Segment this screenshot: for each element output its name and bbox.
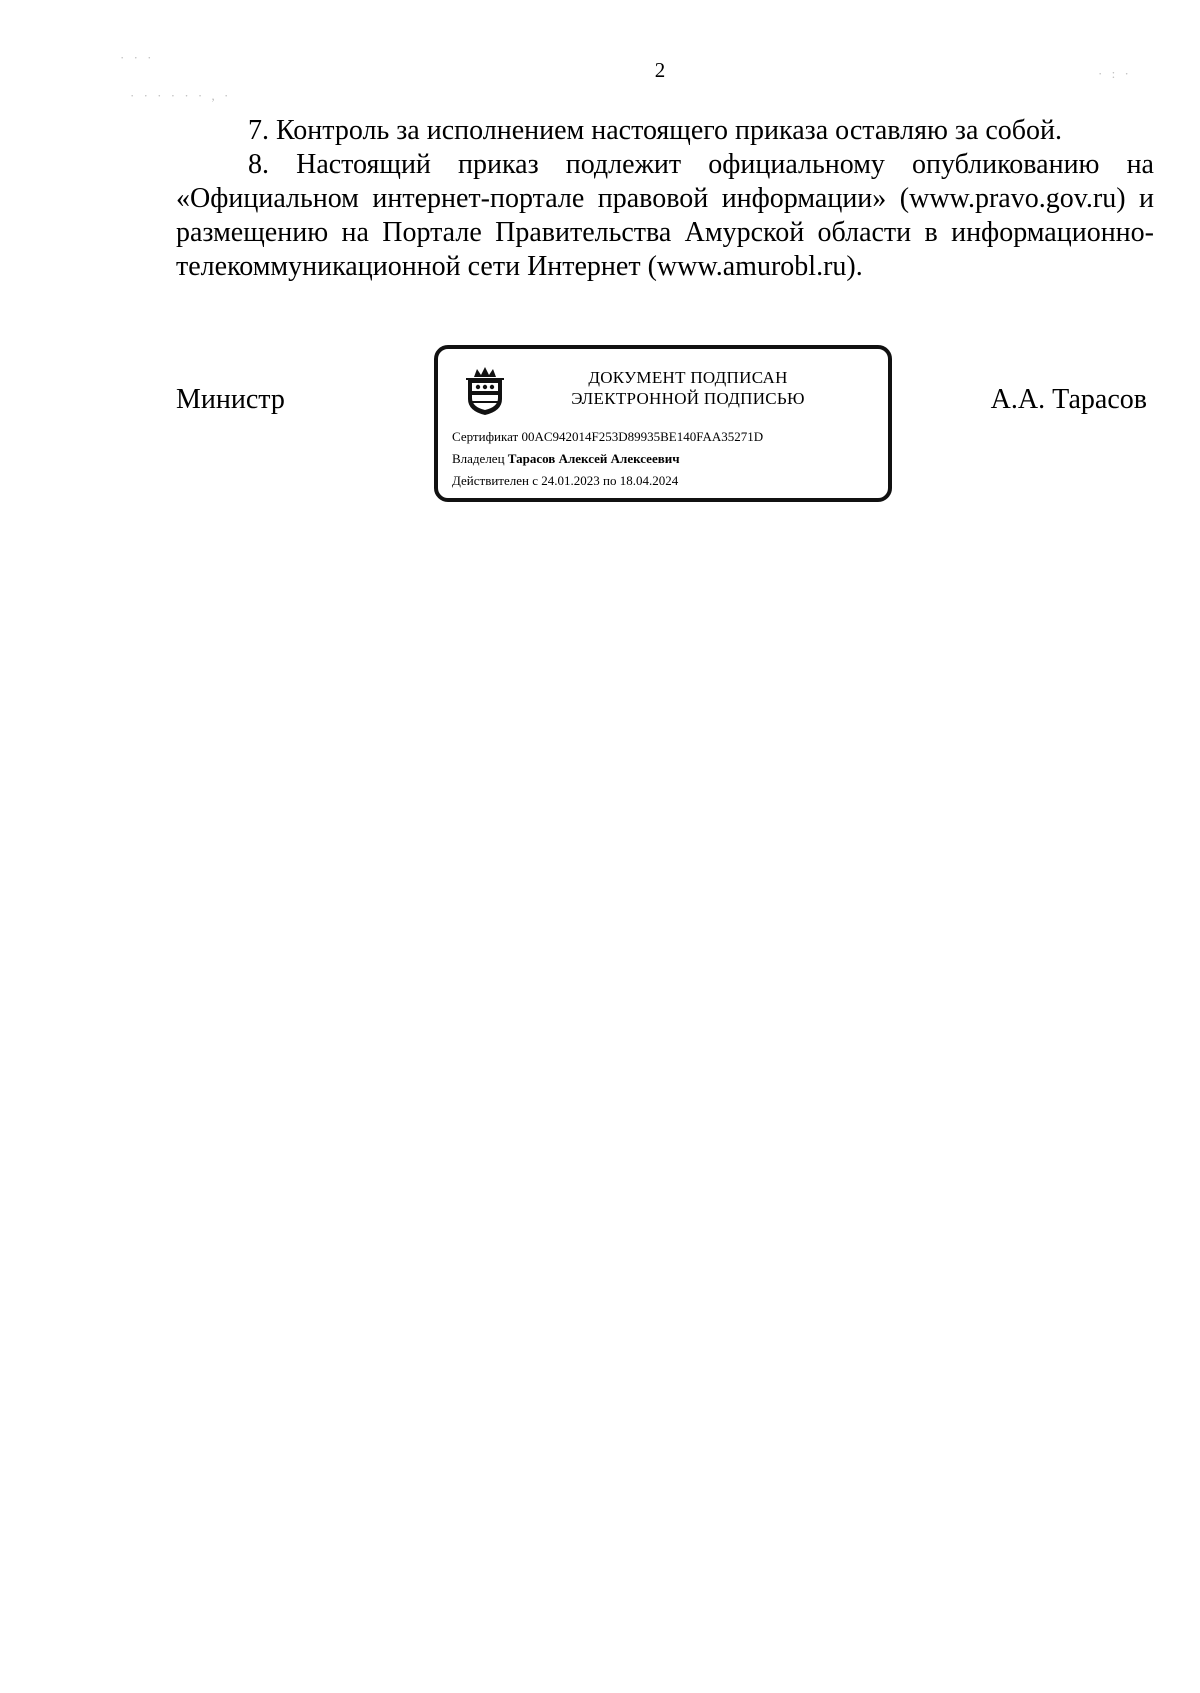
paragraph-7: 7. Контроль за исполнением настоящего приказа оставляю за собой. [248, 115, 1063, 146]
valid-to-value: 18.04.2024 [619, 473, 679, 488]
paragraph-8: 8. Настоящий приказ подлежит официальному опубликованию на «Официальном интернет-портале правовой информации» (www.pravo.gov.ru) и размещению на Портале Правительства Амурской области в информационно-телекоммуникационной сети Интернет (www.amurobl.ru). [176, 149, 1154, 282]
stamp-header-line-2: ЭЛЕКТРОННОЙ ПОДПИСЬЮ [571, 389, 805, 408]
certificate-value: 00AC942014F253D89935BE140FAA35271D [521, 429, 764, 444]
owner-label: Владелец [452, 451, 505, 466]
stamp-header [528, 367, 848, 409]
stamp-details [452, 426, 763, 492]
valid-from-label: Действителен с [452, 473, 538, 488]
stamp-header-line-1: ДОКУМЕНТ ПОДПИСАН [588, 368, 788, 387]
certificate-line [452, 426, 763, 448]
signatory-name: А.А. Тарасов [990, 384, 1147, 415]
electronic-signature-stamp [434, 345, 892, 502]
page-number: 2 [654, 58, 666, 82]
amur-region-coat-of-arms-icon [464, 365, 506, 417]
valid-from-value: 24.01.2023 [541, 473, 600, 488]
scan-artifact: · · · [120, 50, 155, 65]
owner-value: Тарасов Алексей Алексеевич [507, 451, 680, 466]
scan-artifact: · · · · · · , · [130, 88, 232, 103]
signature-block [0, 0, 1200, 520]
scan-artifact: · : · [1098, 66, 1132, 81]
owner-line [452, 448, 763, 470]
certificate-label: Сертификат [452, 429, 519, 444]
signatory-title: Министр [176, 384, 285, 415]
valid-to-label: по [603, 473, 617, 488]
validity-line [452, 470, 763, 492]
